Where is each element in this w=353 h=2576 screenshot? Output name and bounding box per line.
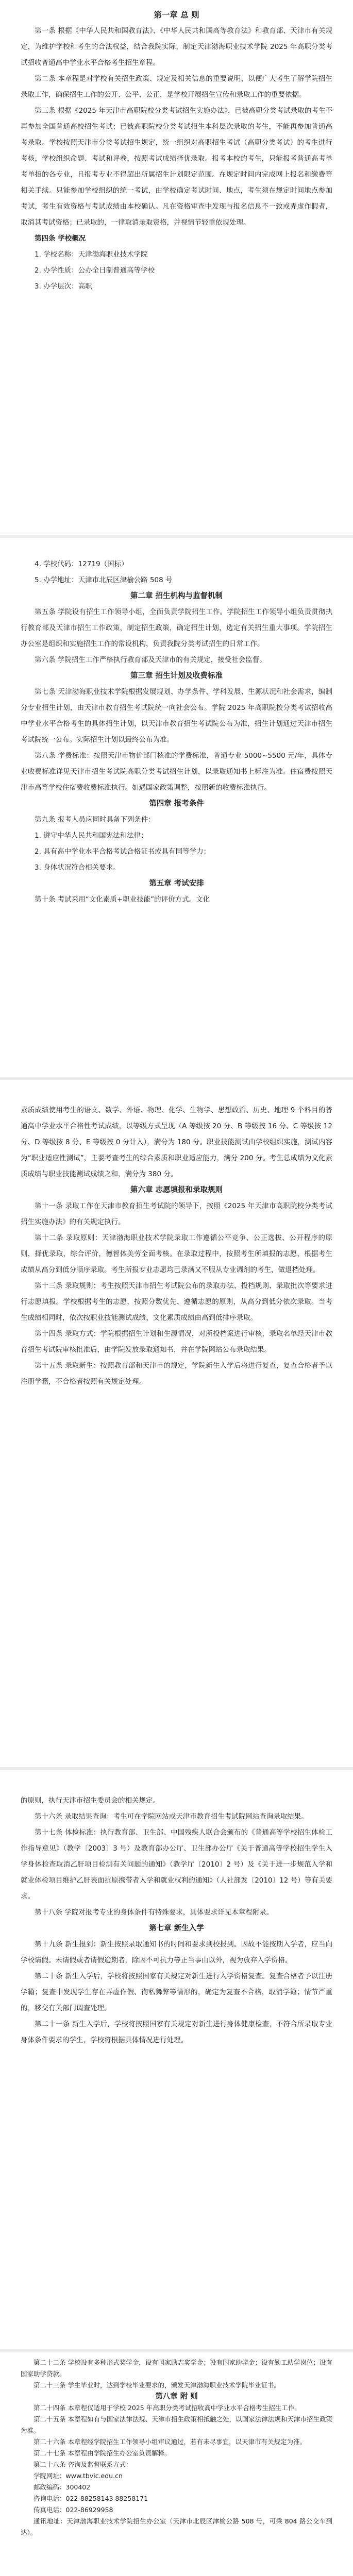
- chapter-5-title: 第五章 考试安排: [149, 879, 204, 888]
- article-21: 第二十一条 新生入学后，学校将按照国家有关规定对新生进行身体健康检查，不符合所录取专业身体条件要求的学生，学校将根据具体情况进行处理。: [21, 2020, 332, 2044]
- article-11: 第十一条 录取工作在天津市教育招生考试院的领导下，按照《2025 年天津市高职院校分类考试招生实施办法》的有关规定执行。: [21, 1202, 332, 1226]
- document-page-2: [0, 556, 353, 1072]
- article-10-continued: 素质成绩使用考生的语文、数学、外语、物理、化学、生物学、思想政治、历史、地理 9 个科目的普通高中学业水平合格性考试成绩，以等级方式呈现（A 等级按 20 分、B 等级按 16 分、C 等级按 12 分、D 等级按 8 分、E 等级按 0 分计入），满分为 180 分。职业技能测试由学校组织实施，测试内容为“职业适应性测试”，主要考查考生的综合素质和职业适应能力，满分 200 分。考生总成绩为文化素质成绩与职业技能测试成绩之和，满分为 380 分。: [21, 1106, 332, 1178]
- school-address: 5. 办学地址：天津市北辰区津榆公路 508 号: [35, 576, 173, 584]
- page-separator: [0, 2349, 353, 2352]
- contact-postcode: 邮政编码：300402: [33, 2483, 91, 2491]
- chapter-3-title: 第三章 招生计划及收费标准: [130, 672, 223, 680]
- article-18: 第十八条 学院对报考专业的身体条件有特殊要求，具体要求详见本章程附录。: [35, 1908, 274, 1917]
- page-separator: [0, 1767, 353, 1770]
- article-5: 第五条 学院设有招生工作领导小组，全面负责学院招生工作。学院招生工作领导小组负责贯彻执行教育部及天津市招生工作政策，制定招生政策，确定招生计划，选定有关招生重大事项。学院招生办公室是组织和实施招生工作的常设机构，负责我院分类考试招生的日常工作。: [21, 608, 332, 648]
- contact-fax: 传真电话：022-86929958: [33, 2506, 113, 2514]
- article-8: 第八条 学费标准：按照天津市物价部门核准的学费标准，普通专业 5000~5500 元/年，具体专业收费标准详见天津市招生考试院高职分类考试招生计划，以录取通知书上标注为准。住宿费按照天津市高等学校住宿费收费标准执行。如遇国家政策调整，按照新的收费标准执行。: [21, 752, 332, 792]
- school-level: 3. 办学层次：高职: [35, 282, 92, 291]
- article-15: 第十五条 录取新生：按照教育部和天津市的规定，学院新生入学后将进行复查，复查合格者予以注册学籍，不合格者按照有关规定处理。: [21, 1362, 332, 1386]
- school-nature: 2. 办学性质：公办全日制普通高等学校: [35, 266, 155, 275]
- contact-address: 通讯地址：天津渤海职业技术学院招生办公室（天津市北辰区津榆公路 508 号，可乘 804 路公交车到达）。: [21, 2517, 332, 2536]
- article-16: 第十六条 录取结果查询：考生可在学院网站或天津市教育招生考试院网站查询录取结果。: [35, 1812, 308, 1821]
- chapter-6-title: 第六章 志愿填报和录取规则: [130, 1186, 223, 1194]
- condition-3: 3. 身体状况符合相关要求。: [35, 863, 120, 872]
- article-10: 第十条 考试采用“文化素质+职业技能”的评价方式。文化: [35, 895, 210, 904]
- article-13: 第十三条 录取规则：考生按照天津市招生考试院公布的录取办法、投档规则、录取批次等要求进行志愿填报。学校根据考生的志愿，按照分数优先、遵循志愿的原则，从高分到低分依次录取。当考生成绩相同时，依次按职业技能测试成绩、文化素质成绩由高到低排序录取。: [21, 1282, 332, 1322]
- page-separator: [0, 1077, 353, 1080]
- article-14: 第十四条 录取方式：学院根据招生计划和生源情况，对所投档案进行审核，录取名单经天津市教育招生考试院审核批准后，由学院发放录取通知书，并在学院网站公布录取结果。: [21, 1330, 332, 1354]
- page-separator: [0, 535, 353, 538]
- article-24: 第二十四条 本章程仅适用于学校 2025 年高职分类考试招收高中学业水平合格考生招生工作。: [33, 2404, 301, 2412]
- article-7: 第七条 天津渤海职业技术学院根据发展规划、办学条件、学科发展、生源状况和社会需求，编制分专业招生计划，由天津市教育招生考试院统一向社会公布。学院 2025 年高职院校分类考试招收高中学业水平合格考生的具体招生计划，以天津市教育招生考试院公布为准，招生计划通过天津市招生考试院统一公布。实际招生计划以最终公布为准。: [21, 688, 332, 744]
- document-page-4: [0, 1793, 353, 2257]
- article-20: 第二十条 新生入学后，学校将按照国家有关规定对新生进行入学资格复查。复查合格者予以注册学籍；复查中发现学生存在弄虚作假、徇私舞弊等情形的，确定为复查不合格，取消学籍；情节严重的，移交有关部门调查处理。: [21, 1972, 332, 2012]
- document-page-1: [0, 0, 353, 433]
- chapter-2-title: 第二章 招生机构与监督机制: [130, 592, 223, 600]
- contact-phone: 咨询电话：022-88258143 88258171: [33, 2495, 148, 2502]
- condition-2: 2. 具有高中学业水平合格考试合格证书或具有同等学力；: [35, 848, 211, 856]
- chapter-4-title: 第四章 报考条件: [149, 800, 204, 808]
- document-page-5: [0, 2357, 353, 2576]
- article-4-heading: 第四条 学校概况: [35, 234, 86, 243]
- chapter-1-title: 第一章 总 则: [154, 10, 199, 20]
- article-28: 第二十八条 咨询及监督联系方式：: [33, 2461, 132, 2468]
- article-15-continued: 的原则，执行天津市招生委员会的相关规定。: [21, 1797, 160, 1805]
- article-2: 第二条 本章程是对学校有关招生政策、规定及相关信息的重要说明，以便广大考生了解学院招生录取工作，确保招生工作的公开、公平、公正，是学校开展招生宣传和录取工作的重要依据。: [21, 75, 332, 99]
- school-name: 1. 学校名称：天津渤海职业技术学院: [35, 250, 148, 259]
- article-6: 第六条 学院招生工作严格执行教育部及天津市的有关规定，接受社会监督。: [35, 656, 266, 664]
- contact-website: 学院网址：www.tbvic.edu.cn: [33, 2472, 123, 2480]
- condition-1: 1. 遵守中华人民共和国宪法和法律；: [35, 832, 148, 840]
- article-23: 第二十三条 学生毕业时，达到学校毕业要求的，颁发天津渤海职业技术学院毕业证书。: [33, 2381, 280, 2389]
- article-1: 第一条 根据《中华人民共和国教育法》、《中华人民共和国高等教育法》和教育部、天津市有关规定，为维护学校和考生的合法权益，结合我院实际，制定天津渤海职业技术学院 2025 年高职分类考试招收普通高中学业水平合格考生招生章程。: [21, 27, 332, 67]
- article-26: 第二十六条 本章程经学院招生工作领导小组审议通过，若有未尽事宜，以天津市有关规定为准。: [33, 2438, 306, 2446]
- document-page-3: [0, 1103, 353, 1654]
- article-17: 第十七条 体检标准：执行教育部、卫生部、中国残疾人联合会颁布的《普通高等学校招生体检工作指导意见》（教学〔2003〕3 号）及教育部办公厅、卫生部办公厅《关于普通高等学校招生学生入学身体检查取消乙肝项目检测有关问题的通知》（教学厅〔2010〕2 号）及《关于进一步规范入学和就业体检项目维护乙肝表面抗原携带者入学和就业权利的通知》（人社部发〔2010〕12 号）等有关要求。: [21, 1828, 332, 1901]
- article-9: 第九条 报考人员应同时具备下列条件：: [35, 816, 155, 824]
- article-12: 第十二条 录取原则：天津渤海职业技术学院录取工作遵循公平竞争、公正选拔、公开程序的原则，择优录取，综合评价，德智体美劳全面考核。在录取过程中，按照考生所填报的志愿，根据考生成绩从高分到低分顺序录取。考生所报专业志愿均已录满又不服从专业调剂的考生，做退档处理。: [21, 1234, 332, 1274]
- article-27: 第二十七条 本章程由学院招生办公室负责解释。: [33, 2449, 171, 2457]
- chapter-8-title: 第八章 附 则: [155, 2393, 198, 2401]
- school-code: 4. 学校代码：12719（国标）: [35, 560, 128, 568]
- article-25: 第二十五条 本章程如有与国家法律法规、天津市招生政策相抵触之处，以国家法律法规和天津市招生政策为准。: [21, 2415, 332, 2434]
- article-22: 第二十二条 学校设有多种形式奖学金，设有国家励志奖学金；设有国家助学金；设有勤工助学岗位；设有国家助学贷款。: [21, 2359, 332, 2378]
- chapter-7-title: 第七章 新生入学: [149, 1924, 204, 1933]
- article-19: 第十九条 新生报到：新生按照录取通知书的时间和要求到校报到。因故不能按期入学者，应当向学校请假。未请假或者请假逾期者，除因不可抗力等正当事由以外，视为放弃入学资格。: [21, 1940, 332, 1964]
- article-3: 第三条 根据《2025 年天津市高职院校分类考试招生实施办法》，已被高职分类考试录取的考生不再参加全国普通高校招生考试；已被高职院校分类考试招生本科层次录取的考生，不能再参加普通高考录取。学校按照天津市分类考试招生规定，统一组织对高职招生考试（高职分类考试）的考生进行考核，学校组织命题、考试和评卷，按照考试成绩择优录取。报考本校的考生，只能报考普通高考单考单招的各专业，且报考专业不得超出所属招生计划限定范围。在规定时间内完成网上报名和缴费等相关手续。只能参加学校组织的统一考试，由学校确定考试时间、地点，考生须在规定时间地点参加考试，考生有效资格与考试成绩由本校确认。凡在资格审查中发现与报名信息不一致或弄虚作假者，取消其考试资格；已录取的，一律取消录取资格，并视情节轻重依规处理。: [21, 107, 332, 227]
